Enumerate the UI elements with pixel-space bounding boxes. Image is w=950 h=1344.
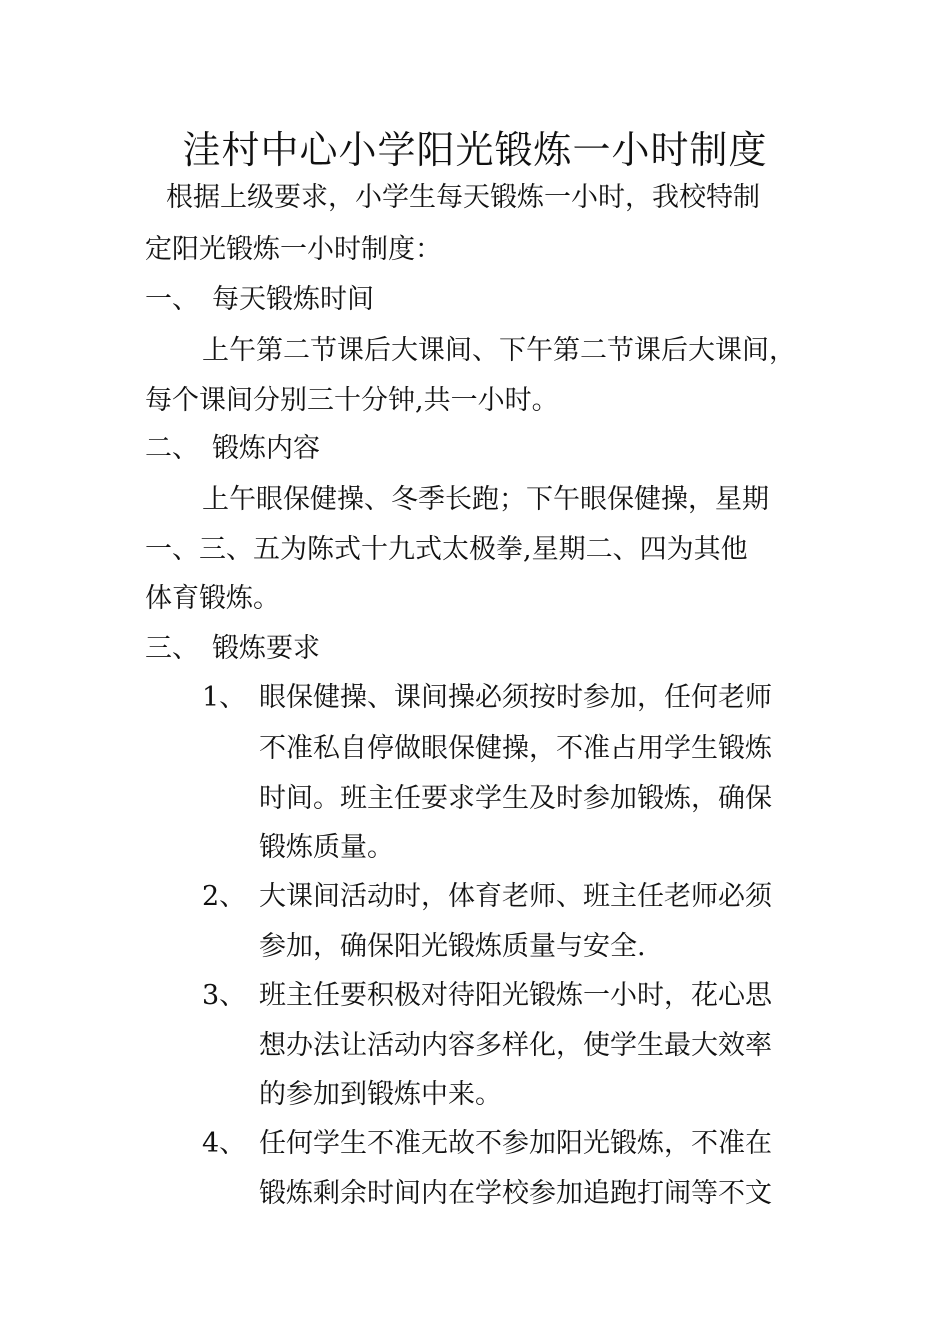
paragraph-line: 一、三、五为陈式十九式太极拳,星期二、四为其他	[145, 534, 748, 565]
list-item-line: 班主任要积极对待阳光锻炼一小时，花心思	[259, 980, 772, 1011]
section-heading: 锻炼要求	[212, 633, 320, 664]
section-heading: 锻炼内容	[212, 433, 320, 464]
section-marker: 一、	[145, 284, 199, 315]
paragraph-line: 上午眼保健操、冬季长跑；下午眼保健操，星期	[202, 484, 769, 515]
list-item-line: 的参加到锻炼中来。	[259, 1079, 502, 1110]
paragraph-line: 每个课间分别三十分钟,共一小时。	[145, 385, 559, 416]
list-item-line: 不准私自停做眼保健操，不准占用学生锻炼	[259, 733, 772, 764]
list-item-line: 锻炼剩余时间内在学校参加追跑打闹等不文	[259, 1178, 772, 1209]
list-item-number: 2、	[202, 881, 247, 912]
list-item-line: 参加，确保阳光锻炼质量与安全.	[259, 931, 646, 962]
list-item-line: 任何学生不准无故不参加阳光锻炼，不准在	[259, 1128, 772, 1159]
paragraph-line: 上午第二节课后大课间、下午第二节课后大课间，	[202, 335, 796, 366]
section-marker: 二、	[145, 433, 199, 464]
list-item-number: 1、	[202, 682, 247, 713]
list-item-number: 4、	[202, 1128, 247, 1159]
intro-line: 根据上级要求，小学生每天锻炼一小时，我校特制	[166, 182, 760, 213]
list-item-line: 锻炼质量。	[259, 832, 394, 863]
paragraph-line: 体育锻炼。	[145, 583, 280, 614]
document-title: 洼村中心小学阳光锻炼一小时制度	[182, 128, 768, 172]
list-item-line: 眼保健操、课间操必须按时参加，任何老师	[259, 682, 772, 713]
intro-line: 定阳光锻炼一小时制度：	[145, 234, 442, 265]
list-item-line: 大课间活动时，体育老师、班主任老师必须	[259, 881, 772, 912]
list-item-number: 3、	[202, 980, 247, 1011]
section-heading: 每天锻炼时间	[212, 284, 374, 315]
section-marker: 三、	[145, 633, 199, 664]
list-item-line: 时间。班主任要求学生及时参加锻炼，确保	[259, 783, 772, 814]
list-item-line: 想办法让活动内容多样化，使学生最大效率	[259, 1030, 772, 1061]
